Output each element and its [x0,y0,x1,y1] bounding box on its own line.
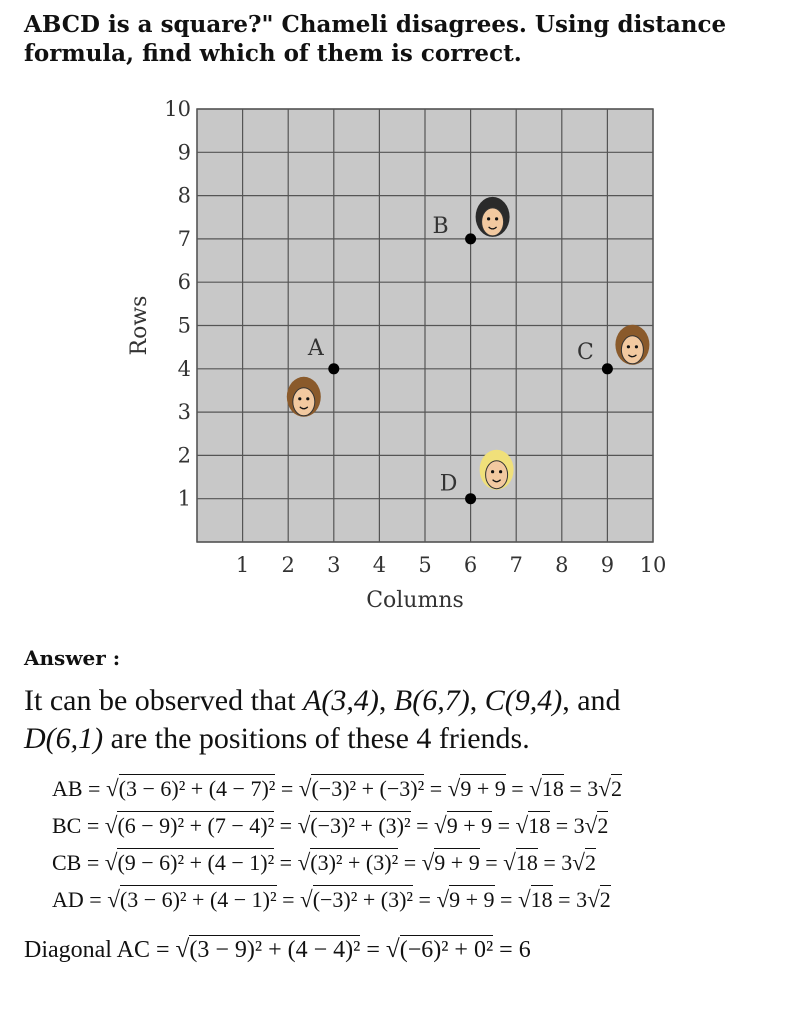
face-skin [621,336,643,364]
eq-result: = 3 [550,813,585,838]
eq-radicand-1: (9 − 6)² + (4 − 1)² [117,850,275,875]
y-tick-label: 8 [177,183,191,208]
x-tick-label: 2 [281,553,295,577]
point-marker-a [328,363,339,374]
y-tick-label: 2 [177,443,191,468]
eq-radicand-1: (3 − 6)² + (4 − 7)² [118,776,276,801]
x-tick-label: 7 [509,553,523,577]
point-marker-b [465,233,476,244]
obs-suffix: are the positions of these 4 friends. [103,722,530,755]
face-eye [491,470,494,473]
point-label-d: D [439,471,458,497]
equation-row: AD = √(3 − 6)² + (4 − 1)² = √(−3)² + (3)² = √9 + 9 = √18 = 3√2 [52,886,611,912]
eq-result: = 3 [552,887,588,912]
face-icon [287,377,321,417]
y-tick-label: 10 [164,97,191,121]
x-tick-label: 10 [639,553,667,577]
eq-result: = 3 [537,850,573,875]
equation-row: BC = √(6 − 9)² + (7 − 4)² = √(−3)² + (3)² = √9 + 9 = √18 = 3√2 [52,812,609,838]
face-eye [298,397,301,400]
eq-radicand-2: (−3)² + (3)² [310,813,411,838]
diagonal-equation: Diagonal AC = √(3 − 9)² + (4 − 4)² = √(−6)² + 0² = 6 [24,936,531,963]
observation-text: It can be observed that A(3,4), B(6,7), C(9,4), and D(6,1) are the positions of these 4 friends. [24,684,621,755]
eq-radicand-4: 18 [528,813,551,838]
eq-radicand-4: 18 [541,776,564,801]
eq-radicand-5: 2 [597,813,609,838]
face-skin [293,388,315,416]
question-line-2: formula, find which of them is correct. [24,40,522,67]
point-a-coord: A(3,4) [303,684,379,717]
answer-heading: Answer : [24,646,121,670]
equation-row: AB = √(3 − 6)² + (4 − 7)² = √(−3)² + (−3)² = √9 + 9 = √18 = 3√2 [52,775,622,801]
face-skin [482,208,504,236]
y-tick-label: 7 [177,226,191,251]
eq-radicand-5: 2 [584,850,596,875]
diag-result: = 6 [493,937,531,963]
point-b-coord: B(6,7) [393,684,470,717]
eq-radicand-2: (−3)² + (3)² [312,887,414,912]
eq-radicand-5: 2 [610,776,622,801]
eq-lhs: AB = [52,776,106,801]
point-d-coord: D(6,1) [24,722,104,755]
eq-radicand-1: (6 − 9)² + (7 − 4)² [117,813,275,838]
diag-radicand-1: (3 − 9)² + (4 − 4)² [189,937,361,963]
eq-radicand-3: 9 + 9 [460,776,506,801]
face-icon [480,450,514,490]
y-tick-label: 4 [177,356,191,381]
point-label-b: B [432,213,449,239]
eq-radicand-2: (3)² + (3)² [310,850,399,875]
x-tick-label: 6 [463,553,478,577]
eq-radicand-2: (−3)² + (−3)² [311,776,425,801]
point-c-coord: C(9,4) [484,684,563,717]
x-axis-label: Columns [366,588,464,613]
eq-radicand-3: 9 + 9 [434,850,480,875]
eq-lhs: BC = [52,813,105,838]
x-tick-label: 4 [372,553,387,577]
y-tick-label: 5 [177,313,191,338]
eq-radicand-1: (3 − 6)² + (4 − 1)² [119,887,277,912]
eq-result: = 3 [563,776,599,801]
x-tick-label: 8 [555,553,569,577]
point-marker-c [602,363,613,374]
y-tick-label: 3 [177,400,191,425]
point-label-c: C [576,339,594,365]
y-tick-label: 6 [177,270,191,295]
x-tick-label: 1 [235,553,250,577]
equation-row: CB = √(9 − 6)² + (4 − 1)² = √(3)² + (3)² = √9 + 9 = √18 = 3√2 [52,849,596,875]
eq-radicand-4: 18 [515,850,538,875]
face-skin [486,461,508,489]
x-tick-label: 9 [600,553,615,577]
eq-lhs: CB = [52,850,105,875]
question-text [24,10,774,68]
eq-radicand-5: 2 [599,887,611,912]
face-eye [499,470,502,473]
y-tick-label: 9 [177,140,191,165]
point-marker-d [465,493,476,504]
diag-radicand-2: (−6)² + 0² [399,937,494,963]
eq-radicand-4: 18 [530,887,553,912]
eq-radicand-3: 9 + 9 [449,887,495,912]
y-axis-label: Rows [127,295,152,356]
diag-lhs: Diagonal AC = [24,937,176,963]
face-eye [627,345,630,348]
eq-lhs: AD = [52,887,108,912]
face-icon [615,325,649,365]
point-label-a: A [307,335,324,361]
eq-radicand-3: 9 + 9 [446,813,493,838]
coordinate-grid-chart [110,95,680,620]
question-line-1: ABCD is a square?" Chameli disagrees. Using distance [24,11,727,38]
obs-and: , and [562,684,621,717]
obs-prefix: It can be observed that [24,684,304,717]
face-eye [495,217,498,220]
face-icon [476,197,510,237]
face-eye [487,217,490,220]
face-eye [306,397,309,400]
y-tick-label: 1 [177,486,191,511]
x-tick-label: 5 [418,553,432,577]
face-eye [635,345,638,348]
x-tick-label: 3 [327,553,341,577]
